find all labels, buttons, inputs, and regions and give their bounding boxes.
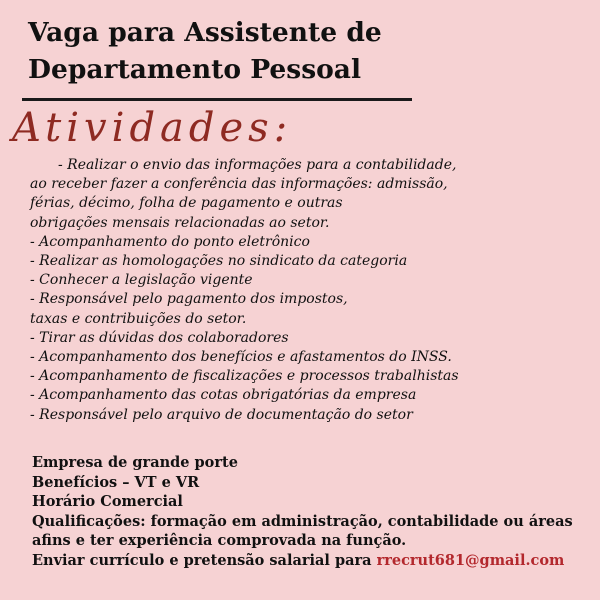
contact-email: rrecrut681@gmail.com bbox=[376, 551, 565, 569]
job-title-line-1: Vaga para Assistente de bbox=[28, 17, 382, 48]
benefits: Benefícios – VT e VR bbox=[32, 473, 200, 491]
job-title-line-2: Departamento Pessoal bbox=[28, 54, 362, 85]
job-details bbox=[32, 453, 592, 570]
qualifications: Qualificações: formação em administração, contabilidade ou áreas afins e ter experiência comprovada na função. bbox=[32, 512, 573, 549]
activities-list bbox=[30, 156, 590, 425]
activity-item: - Acompanhamento dos benefícios e afastamentos do INSS. bbox=[30, 349, 452, 366]
apply-instructions bbox=[32, 551, 592, 571]
activity-item: - Acompanhamento das cotas obrigatórias da empresa bbox=[30, 387, 417, 404]
activity-item: - Responsável pelo arquivo de documentação do setor bbox=[30, 406, 413, 423]
activity-item: - Realizar o envio das informações para a contabilidade, ao receber fazer a conferência das informações: admissão, férias, décimo, folha de pagamento e outras obrigações mensais relacionadas ao setor. bbox=[30, 157, 457, 231]
activity-item: - Tirar as dúvidas dos colaboradores bbox=[30, 329, 289, 346]
apply-prefix: Enviar currículo e pretensão salarial para bbox=[32, 551, 377, 569]
activity-item: - Responsável pelo pagamento dos impostos, taxas e contribuições do setor. bbox=[30, 291, 348, 327]
activities-heading: Atividades: bbox=[12, 105, 293, 151]
activity-item: - Conhecer a legislação vigente bbox=[30, 272, 253, 289]
job-title bbox=[28, 14, 588, 88]
activity-item: - Acompanhamento do ponto eletrônico bbox=[30, 233, 310, 250]
title-underline bbox=[22, 98, 412, 101]
activity-item: - Acompanhamento de fiscalizações e processos trabalhistas bbox=[30, 368, 459, 385]
activity-item: - Realizar as homologações no sindicato da categoria bbox=[30, 253, 408, 270]
work-schedule: Horário Comercial bbox=[32, 493, 183, 510]
company-size: Empresa de grande porte bbox=[32, 454, 238, 471]
